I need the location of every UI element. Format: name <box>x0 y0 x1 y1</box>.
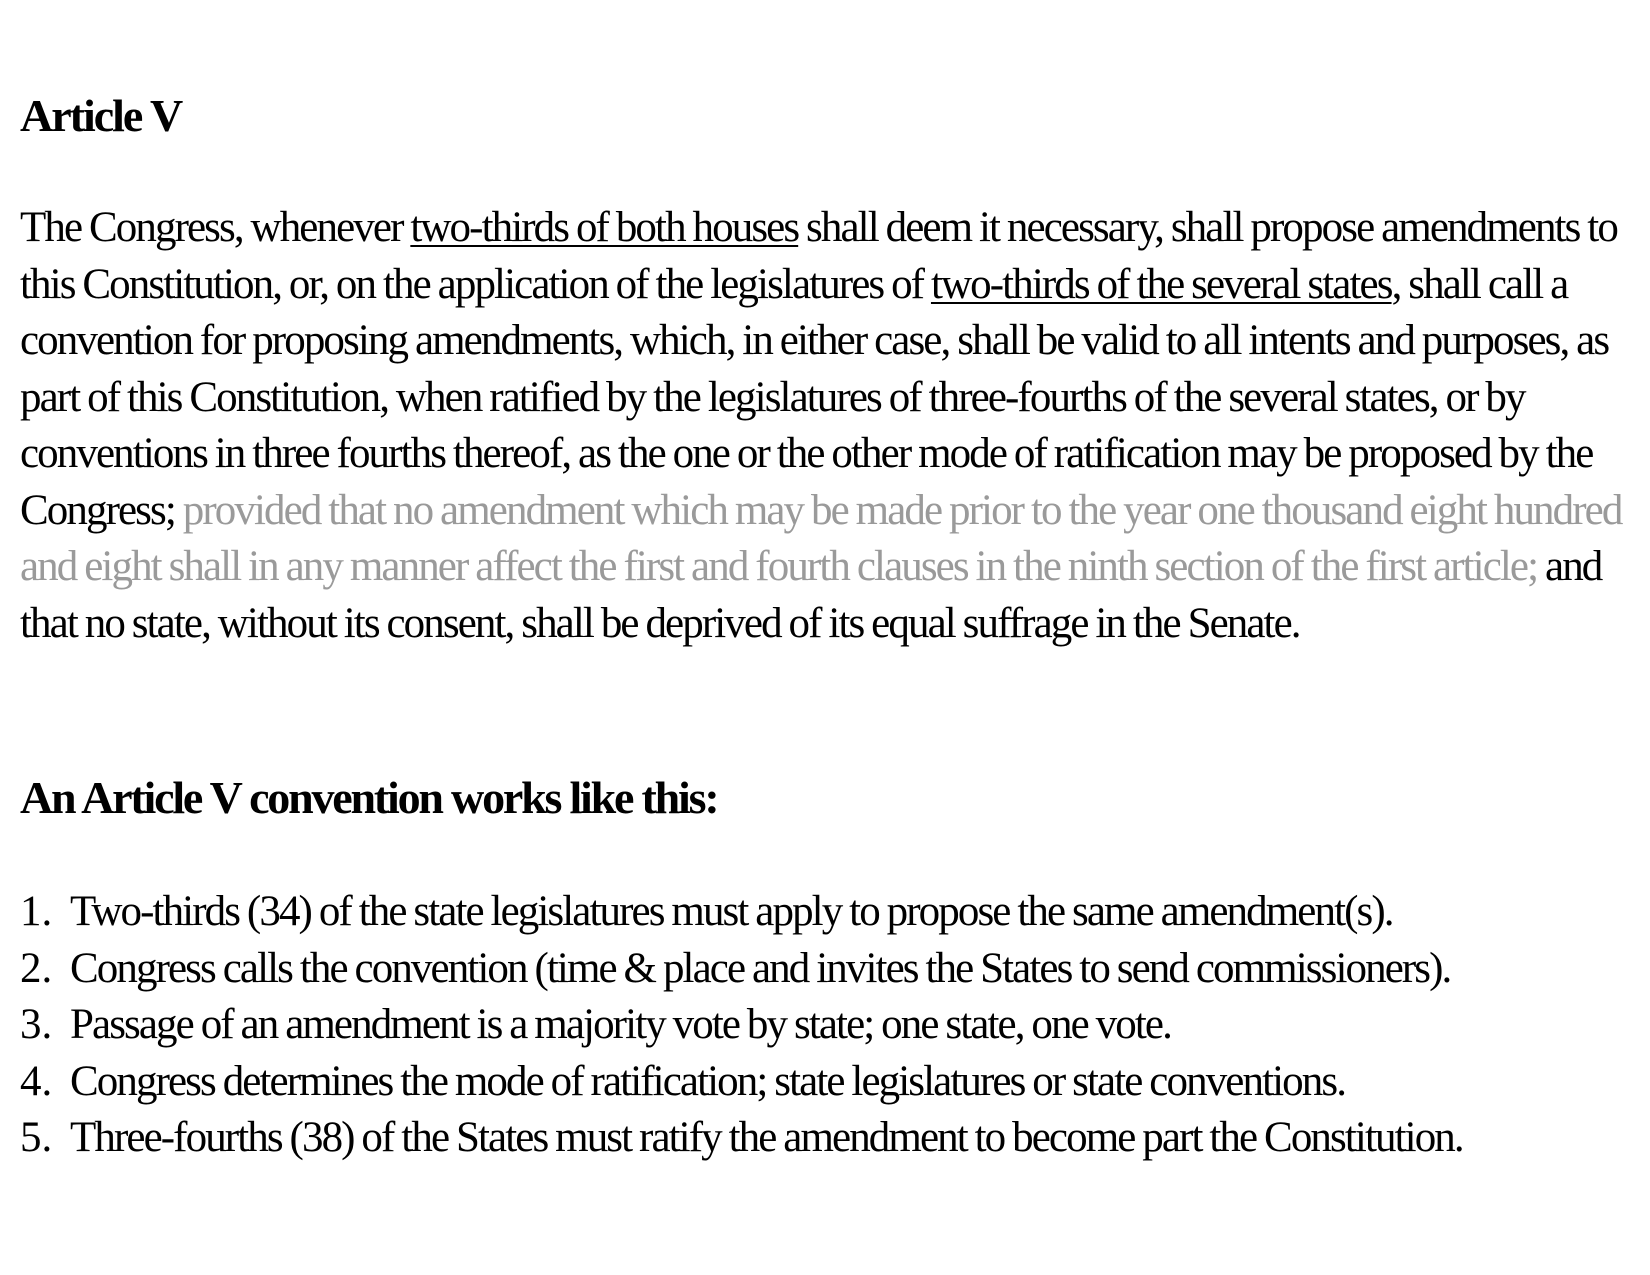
list-item-text: Two-thirds (34) of the state legislatures must apply to propose the same amendment(s). <box>70 888 1393 935</box>
list-item-number: 4. <box>20 1057 53 1105</box>
list-item-number: 1. <box>20 888 53 935</box>
text-segment: , shall call a convention for proposing amendments, which, in either case, shall be valid to all intents and purposes, as part of this Constitution, when ratified by the legislatures of three-fourths of the several states, or by conventions in three fourths thereof, as the one or the other mode of ratification may be proposed by the Congress; <box>20 260 1609 534</box>
obsolete-clause: provided that no amendment which may be made prior to the year one thousand eight hundred and eight shall in any manner affect the first and fourth clauses in the ninth section of the first article; <box>20 486 1622 590</box>
list-item-text: Congress calls the convention (time & place and invites the States to send commissioners). <box>70 944 1451 992</box>
list-item <box>20 1110 1650 1167</box>
list-item <box>20 941 1650 998</box>
text-segment: shall deem it necessary, shall propose amendments to this Constitution, or, on the application of the legislatures of <box>20 204 1617 308</box>
convention-subtitle: An Article V convention works like this: <box>20 772 718 823</box>
text-segment: The Congress, whenever <box>20 204 411 251</box>
underlined-phrase-several-states: two-thirds of the several states <box>930 260 1392 308</box>
list-item-number: 3. <box>20 1001 53 1048</box>
list-item-number: 5. <box>20 1114 53 1161</box>
underlined-phrase-both-houses: two-thirds of both houses <box>410 204 799 251</box>
list-item <box>20 1054 1650 1111</box>
list-item-text: Congress determines the mode of ratification; state legislatures or state conventions. <box>70 1057 1346 1105</box>
text-segment: and that no state, without its consent, shall be deprived of its equal suffrage in the Senate. <box>20 543 1602 647</box>
article-v-text <box>20 200 1640 652</box>
list-item-number: 2. <box>20 944 53 992</box>
article-title: Article V <box>20 90 182 141</box>
convention-steps-list <box>20 884 1650 1167</box>
list-item <box>20 884 1650 941</box>
list-item-text: Three-fourths (38) of the States must ratify the amendment to become part the Constitution. <box>70 1114 1463 1161</box>
list-item-text: Passage of an amendment is a majority vote by state; one state, one vote. <box>70 1001 1171 1048</box>
list-item <box>20 997 1650 1054</box>
